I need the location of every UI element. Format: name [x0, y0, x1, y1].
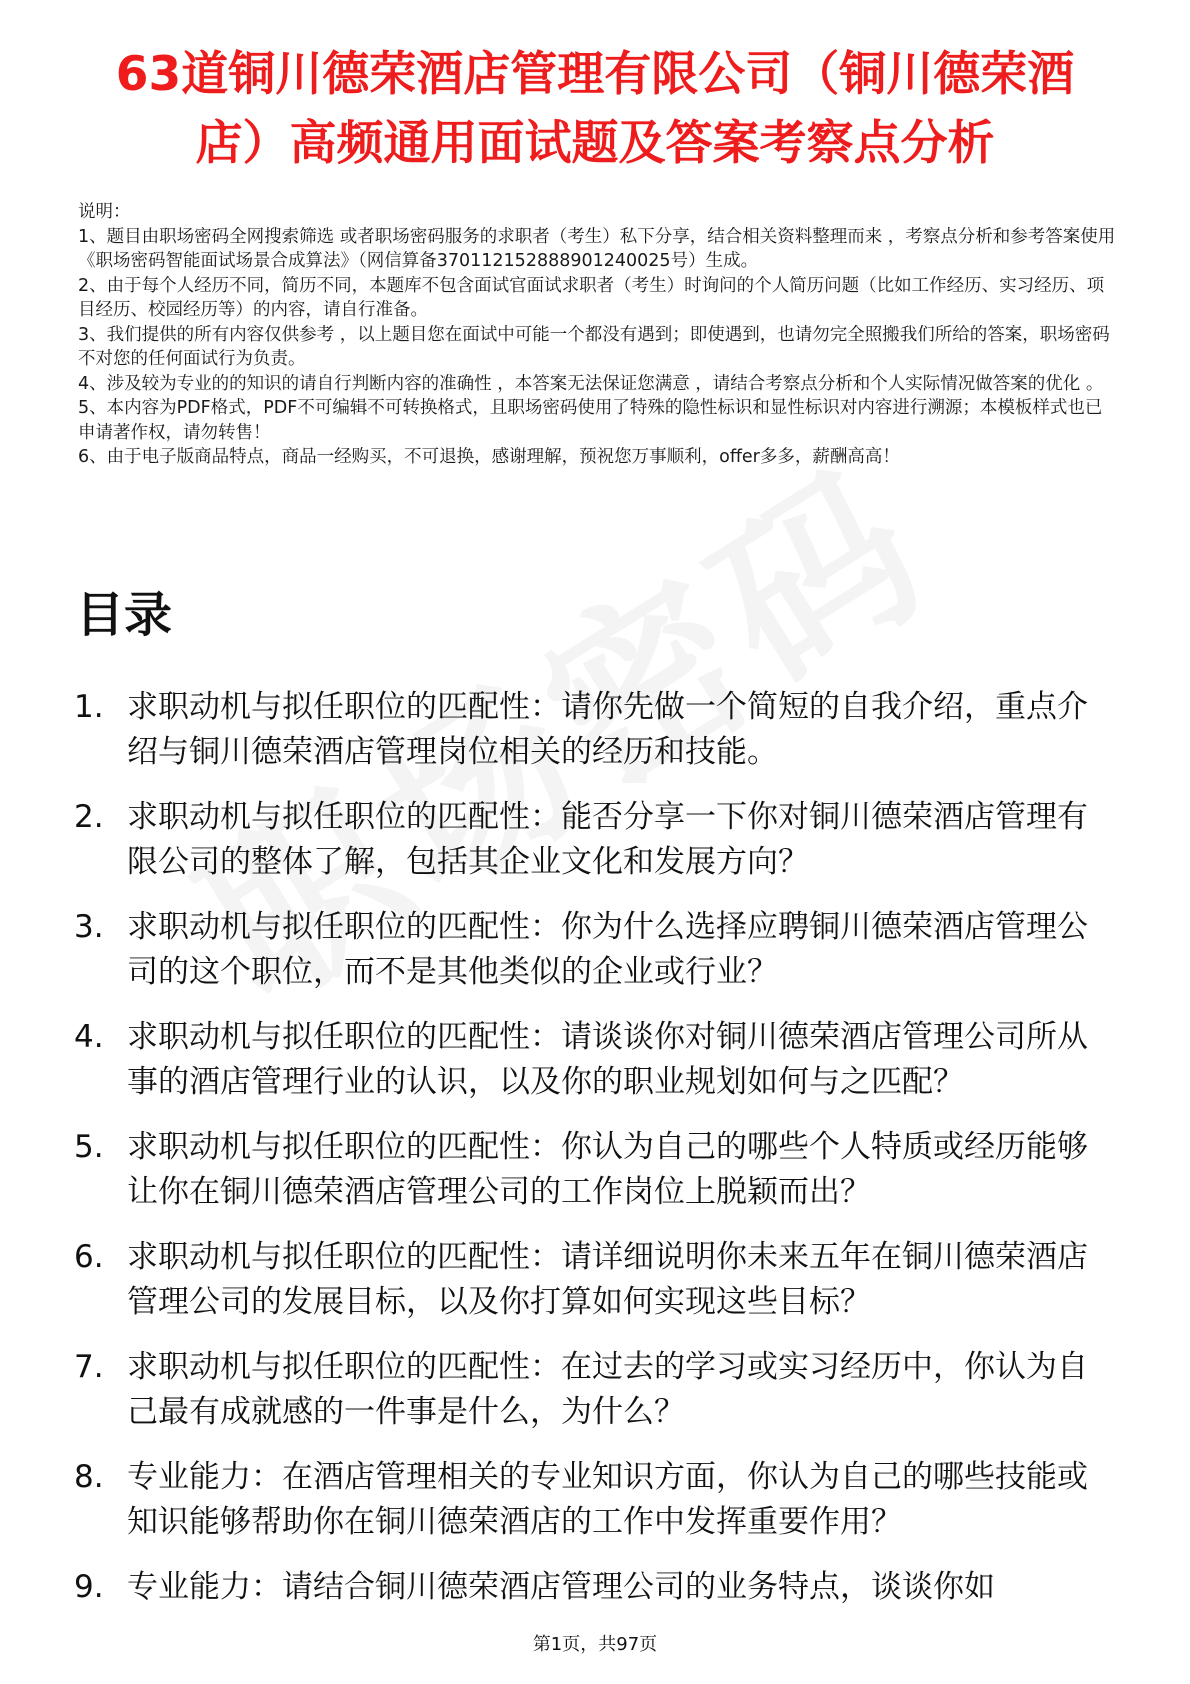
toc-item-number: 8. [74, 1459, 104, 1495]
toc-item-text: 求职动机与拟任职位的匹配性：你为什么选择应聘铜川德荣酒店管理公司的这个职位，而不是其他类似的企业或行业？ [127, 909, 1088, 990]
toc-item[interactable] [74, 1345, 1114, 1435]
toc-item[interactable] [74, 795, 1114, 885]
toc-list [74, 685, 1114, 1630]
toc-item[interactable] [74, 685, 1114, 775]
toc-item-text: 求职动机与拟任职位的匹配性：在过去的学习或实习经历中，你认为自己最有成就感的一件事是什么，为什么？ [127, 1349, 1088, 1430]
toc-item-number: 5. [74, 1129, 104, 1165]
toc-item[interactable] [74, 1015, 1114, 1105]
notes-section [78, 200, 1118, 470]
document-title: 63道铜川德荣酒店管理有限公司（铜川德荣酒店）高频通用面试题及答案考察点分析 [115, 47, 1075, 171]
toc-item[interactable] [74, 1235, 1114, 1325]
toc-item-number: 6. [74, 1239, 104, 1275]
toc-item-text: 专业能力：请结合铜川德荣酒店管理公司的业务特点，谈谈你如 [127, 1569, 995, 1605]
note-item: 2、由于每个人经历不同，简历不同，本题库不包含面试官面试求职者（考生）时询问的个人简历问题（比如工作经历、实习经历、项目经历、校园经历等）的内容，请自行准备。 [78, 275, 1105, 320]
note-item: 5、本内容为PDF格式，PDF不可编辑不可转换格式，且职场密码使用了特殊的隐性标识和显性标识对内容进行溯源；本模板样式也已申请著作权，请勿转售！ [78, 398, 1103, 443]
note-item: 1、题目由职场密码全网搜索筛选 或者职场密码服务的求职者（考生）私下分享，结合相关资料整理而来 ，考察点分析和参考答案使用《职场密码智能面试场景合成算法》（网信算备370112152888901240025号）生成。 [78, 226, 1116, 271]
toc-item[interactable] [74, 1565, 1114, 1610]
toc-heading: 目录 [76, 587, 173, 643]
toc-item-number: 7. [74, 1349, 104, 1385]
note-item: 4、涉及较为专业的的知识的请自行判断内容的准确性 ，本答案无法保证您满意 ，请结合考察点分析和个人实际情况做答案的优化 。 [78, 373, 1104, 394]
toc-item-text: 求职动机与拟任职位的匹配性：请你先做一个简短的自我介绍，重点介绍与铜川德荣酒店管理岗位相关的经历和技能。 [127, 689, 1088, 770]
note-item: 3、我们提供的所有内容仅供参考 ，以上题目您在面试中可能一个都没有遇到；即使遇到，也请勿完全照搬我们所给的答案，职场密码不对您的任何面试行为负责。 [78, 324, 1110, 369]
toc-item-number: 2. [74, 799, 104, 835]
toc-item-text: 求职动机与拟任职位的匹配性：你认为自己的哪些个人特质或经历能够让你在铜川德荣酒店管理公司的工作岗位上脱颖而出？ [127, 1129, 1088, 1210]
page-footer: 第1页，共97页 [532, 1634, 658, 1655]
toc-item-number: 9. [74, 1569, 104, 1605]
notes-label: 说明： [78, 202, 131, 222]
toc-item-number: 3. [74, 909, 104, 945]
toc-item-text: 专业能力：在酒店管理相关的专业知识方面，你认为自己的哪些技能或知识能够帮助你在铜川德荣酒店的工作中发挥重要作用？ [127, 1459, 1088, 1540]
toc-item[interactable] [74, 905, 1114, 995]
toc-item-number: 1. [74, 689, 104, 725]
toc-item-text: 求职动机与拟任职位的匹配性：请谈谈你对铜川德荣酒店管理公司所从事的酒店管理行业的认识，以及你的职业规划如何与之匹配？ [127, 1019, 1088, 1100]
toc-item[interactable] [74, 1455, 1114, 1545]
note-item: 6、由于电子版商品特点，商品一经购买，不可退换，感谢理解，预祝您万事顺利，offer多多，薪酬高高！ [78, 447, 900, 467]
toc-item-text: 求职动机与拟任职位的匹配性：能否分享一下你对铜川德荣酒店管理有限公司的整体了解，包括其企业文化和发展方向？ [127, 799, 1088, 880]
toc-item-text: 求职动机与拟任职位的匹配性：请详细说明你未来五年在铜川德荣酒店管理公司的发展目标，以及你打算如何实现这些目标？ [127, 1239, 1088, 1320]
toc-item-number: 4. [74, 1019, 104, 1055]
toc-item[interactable] [74, 1125, 1114, 1215]
